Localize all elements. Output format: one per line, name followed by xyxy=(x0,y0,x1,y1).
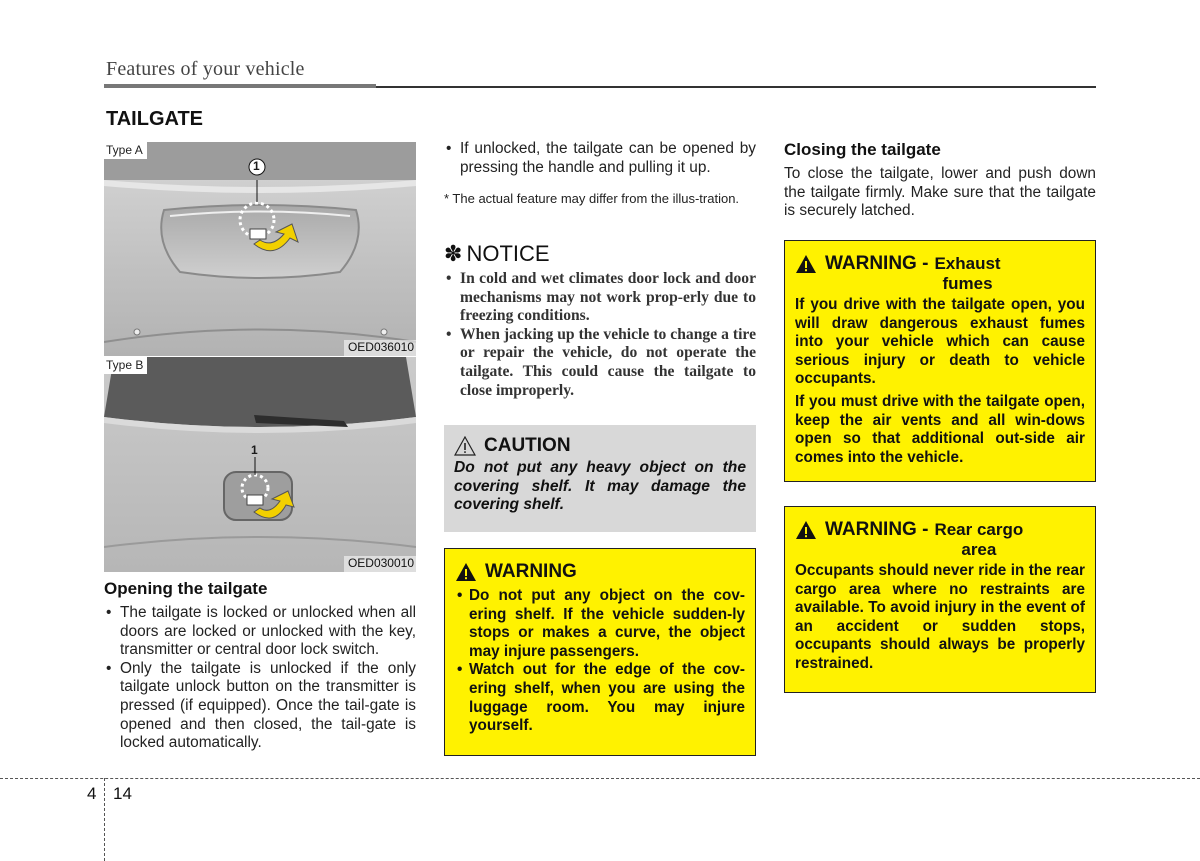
warning-cargo-box xyxy=(784,506,1096,693)
figure-a-code: OED036010 xyxy=(344,340,416,356)
warning-exhaust-paragraph-2: If you must drive with the tailgate open, keep the air vents and all win-dows open so that additional out-side air comes into the vehicle. xyxy=(795,392,1085,466)
page-header-title: Features of your vehicle xyxy=(106,58,305,80)
opening-bullet-3: • If unlocked, the tailgate can be opened by pressing the handle and pulling it up. xyxy=(444,140,756,177)
notice-list xyxy=(444,270,756,400)
warning-cargo-subtitle-line2: area xyxy=(961,540,997,559)
warning-cargo-subtitle-line1: Rear cargo xyxy=(934,520,1024,539)
closing-text: To close the tailgate, lower and push down the tailgate firmly. Make sure that the tailgate is securely latched. xyxy=(784,165,1096,220)
page-number: 14 xyxy=(113,784,132,803)
warning-triangle-icon xyxy=(455,562,477,582)
opening-bullets xyxy=(104,604,416,753)
page-chapter-number: 4 xyxy=(87,784,97,803)
warning-shelf-title: WARNING xyxy=(485,561,577,582)
warning-shelf-item-1: • Do not put any object on the cov-ering shelf. If the vehicle sudden-ly stops or makes a curve, the object may injure passengers. xyxy=(455,587,745,661)
warning-exhaust-subtitle xyxy=(934,254,1000,294)
opening-title: Opening the tailgate xyxy=(104,579,268,598)
warning-shelf-box xyxy=(444,548,756,756)
warning-shelf-list xyxy=(455,587,745,736)
warning-cargo-title: WARNING - xyxy=(825,519,929,540)
figure-type-a xyxy=(104,142,416,356)
figure-type-b xyxy=(104,357,416,572)
caution-title: CAUTION xyxy=(484,435,571,456)
opening-bullet-1: • The tailgate is locked or unlocked when all doors are locked or unlocked with the key, transmitter or central door lock switch. xyxy=(104,604,416,660)
opening-bullet-2: • Only the tailgate is unlocked if the only tailgate unlock button on the transmitter is pressed (if equipped). Once the tail-gate is opened and then closed, the tail-gate is locked automatically. xyxy=(104,660,416,753)
warning-triangle-icon xyxy=(795,520,817,540)
footer-page-divider xyxy=(104,778,105,861)
notice-section xyxy=(444,241,756,400)
tailgate-type-b-illustration xyxy=(104,357,416,572)
warning-cargo-text: Occupants should never ride in the rear cargo area where no restraints are available. To avoid injury in the event of an accident or sudden stops, occupants should always be properly restrained. xyxy=(795,562,1085,672)
caution-text: Do not put any heavy object on the covering shelf. It may damage the covering shelf. xyxy=(454,459,746,514)
tailgate-type-a-illustration xyxy=(104,142,416,356)
opening-bullets-continued xyxy=(444,140,756,177)
warning-cargo-subtitle xyxy=(934,520,1023,560)
figure-b-type-label: Type B xyxy=(104,357,147,374)
warning-exhaust-paragraph-1: If you drive with the tailgate open, you will draw dangerous exhaust fumes into your vehicle which can cause serious injury or death to vehicle occupants. xyxy=(795,296,1085,388)
warning-exhaust-subtitle-line1: Exhaust xyxy=(934,254,1001,273)
section-title: TAILGATE xyxy=(106,108,204,130)
figure-a-callout: 1 xyxy=(253,159,260,173)
closing-title: Closing the tailgate xyxy=(784,140,941,159)
warning-exhaust-box xyxy=(784,240,1096,482)
warning-exhaust-title: WARNING - xyxy=(825,253,929,274)
caution-triangle-icon xyxy=(454,436,476,456)
illustration-footnote: * The actual feature may differ from the illus-tration. xyxy=(444,191,740,206)
figure-b-callout: 1 xyxy=(251,443,258,457)
footer-rule xyxy=(0,778,1200,779)
caution-box xyxy=(444,425,756,532)
header-rule-thick xyxy=(104,84,376,88)
header-rule-thin xyxy=(376,86,1096,88)
figure-b-code: OED030010 xyxy=(344,556,416,572)
notice-title: NOTICE xyxy=(466,241,550,266)
notice-item-1: • In cold and wet climates door lock and door mechanisms may not work prop-erly due to freezing conditions. xyxy=(444,270,756,326)
notice-asterisk-icon: ✽ xyxy=(444,241,463,266)
warning-triangle-icon xyxy=(795,254,817,274)
warning-shelf-item-2: • Watch out for the edge of the cov-ering shelf, when you are using the luggage room. You may injure yourself. xyxy=(455,661,745,735)
figure-a-type-label: Type A xyxy=(104,142,147,159)
warning-exhaust-subtitle-line2: fumes xyxy=(942,274,993,293)
notice-item-2: • When jacking up the vehicle to change a tire or repair the vehicle, do not operate the tailgate. This could cause the tailgate to close improperly. xyxy=(444,326,756,400)
